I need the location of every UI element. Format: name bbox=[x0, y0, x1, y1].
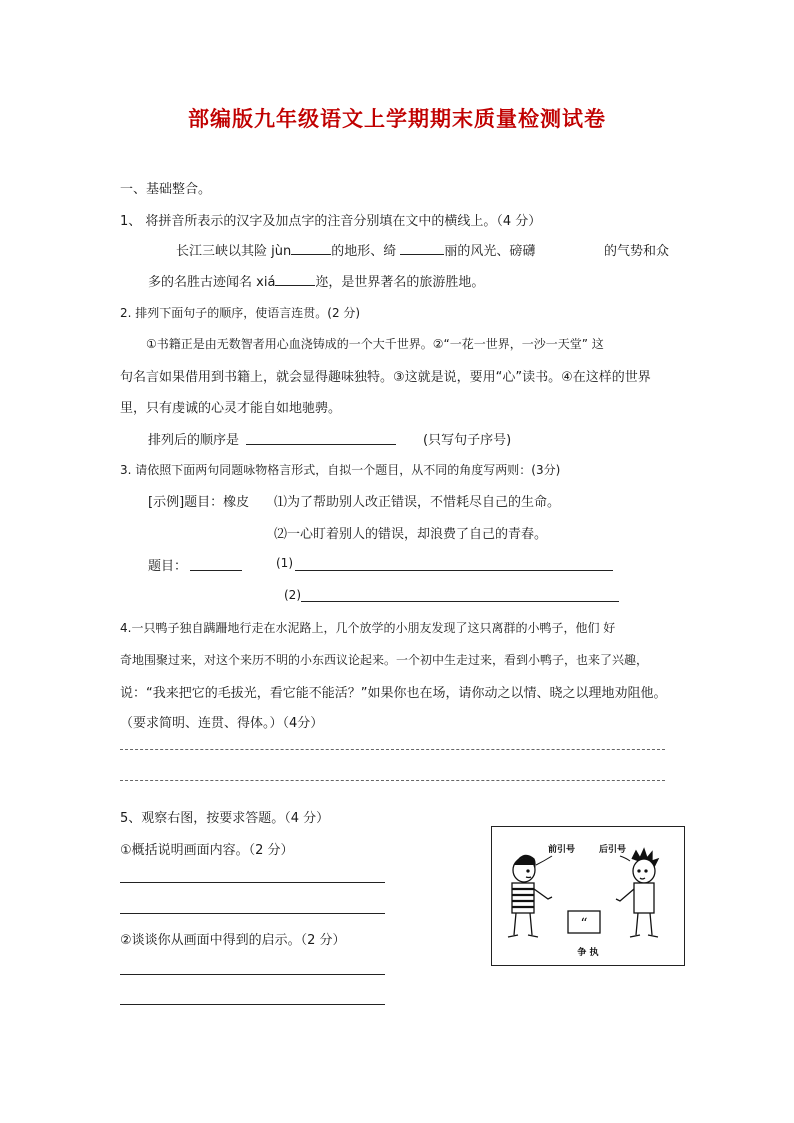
q2-answer-note: (只写句子序号) bbox=[423, 433, 512, 448]
q1-blank-3[interactable] bbox=[275, 273, 315, 286]
q5-sub-1-line-2[interactable] bbox=[120, 913, 385, 914]
q3-prompt: 3. 请依照下面两句同题咏物格言形式，自拟一个题目，从不同的角度写两则：(3分) bbox=[120, 463, 561, 477]
q4-answer-line-2[interactable] bbox=[120, 780, 665, 781]
q5-figure bbox=[491, 826, 685, 966]
q4-line-3: 说：“我来把它的毛拔光，看它能不能活？”如果你也在场，请你动之以情、晓之以理地劝阻他。 bbox=[120, 686, 667, 701]
q1-text-c: 丽的风光、磅礴 bbox=[444, 244, 536, 259]
q2-answer-label: 排列后的顺序是 bbox=[148, 433, 240, 448]
left-label-pointer bbox=[536, 856, 552, 865]
quotation-argument-illustration bbox=[492, 827, 684, 965]
q3-example-2: ⑵一心盯着别人的错误，却浪费了自己的青春。 bbox=[274, 527, 548, 542]
q2-passage-line-1: ①书籍正是由无数智者用心血浇铸成的一个大千世界。②“一花一世界，一沙一天堂” 这 bbox=[146, 337, 604, 351]
right-person-label: 后引号 bbox=[599, 845, 627, 855]
q5-sub-1-line-1[interactable] bbox=[120, 882, 385, 883]
q1-blank-1[interactable] bbox=[291, 242, 331, 255]
left-person-label: 前引号 bbox=[548, 845, 576, 855]
q1-prompt: 1、 将拼音所表示的汉字及加点字的注音分别填在文中的横线上。（4 分） bbox=[120, 214, 542, 229]
section-heading: 一、基础整合。 bbox=[120, 182, 212, 197]
q3-item-2-label: (2) bbox=[284, 588, 301, 602]
q4-answer-line-1[interactable] bbox=[120, 749, 665, 750]
figure-caption: 争 执 bbox=[577, 948, 599, 958]
q1-text-e: 多的名胜古迹闻名 xiá bbox=[148, 275, 276, 290]
q4-line-2: 奇地围聚过来，对这个来历不明的小东西议论起来。一个初中生走过来，看到小鸭子，也来了兴趣， bbox=[120, 653, 649, 667]
quotation-card-icon bbox=[568, 911, 600, 933]
q1-line2 bbox=[148, 271, 484, 290]
q5-sub-2: ②谈谈你从画面中得到的启示。（2 分） bbox=[120, 933, 346, 948]
q3-item-1-label: (1) bbox=[276, 556, 293, 570]
q1-line1 bbox=[176, 240, 535, 259]
q2-answer-line[interactable] bbox=[246, 444, 396, 445]
q4-line-4: （要求简明、连贯、得体。）（4分） bbox=[120, 716, 324, 731]
q2-passage-line-2: 句名言如果借用到书籍上，就会显得趣味独特。③这就是说，要用“心”读书。④在这样的世界 bbox=[120, 370, 651, 385]
quotation-mark-glyph: “ bbox=[580, 916, 588, 932]
q3-topic-line[interactable] bbox=[190, 570, 242, 571]
q5-sub-2-line-2[interactable] bbox=[120, 1004, 385, 1005]
q5-sub-1: ①概括说明画面内容。（2 分） bbox=[120, 843, 294, 858]
left-person-icon bbox=[508, 855, 552, 937]
q2-passage-line-3: 里，只有虔诚的心灵才能自如地驰骋。 bbox=[120, 401, 342, 416]
q1-text-b: 的地形、绮 bbox=[331, 244, 401, 259]
q1-text-f: 迩，是世界著名的旅游胜地。 bbox=[315, 275, 485, 290]
right-person-icon bbox=[616, 849, 658, 937]
q3-topic-label: 题目： bbox=[148, 559, 188, 574]
q3-example-label: [示例]题目：橡皮 bbox=[148, 495, 250, 510]
q5-sub-2-line-1[interactable] bbox=[120, 974, 385, 975]
q4-line-1: 4.一只鸭子独自蹒跚地行走在水泥路上，几个放学的小朋友发现了这只离群的小鸭子，他们 好 bbox=[120, 621, 616, 635]
q3-item-2-line[interactable] bbox=[301, 601, 619, 602]
q3-item-1-line[interactable] bbox=[295, 570, 613, 571]
page-title: 部编版九年级语文上学期期末质量检测试卷 bbox=[188, 106, 606, 131]
q1-blank-2[interactable] bbox=[400, 242, 444, 255]
right-label-pointer bbox=[620, 856, 630, 861]
q5-prompt: 5、观察右图，按要求答题。（4 分） bbox=[120, 811, 330, 826]
q1-text-d: 的气势和众 bbox=[604, 244, 670, 259]
q2-prompt: 2. 排列下面句子的顺序，使语言连贯。(2 分) bbox=[120, 306, 361, 320]
q1-text-a: 长江三峡以其险 jùn bbox=[176, 244, 292, 259]
q3-example-1: ⑴为了帮助别人改正错误，不惜耗尽自己的生命。 bbox=[274, 495, 561, 510]
